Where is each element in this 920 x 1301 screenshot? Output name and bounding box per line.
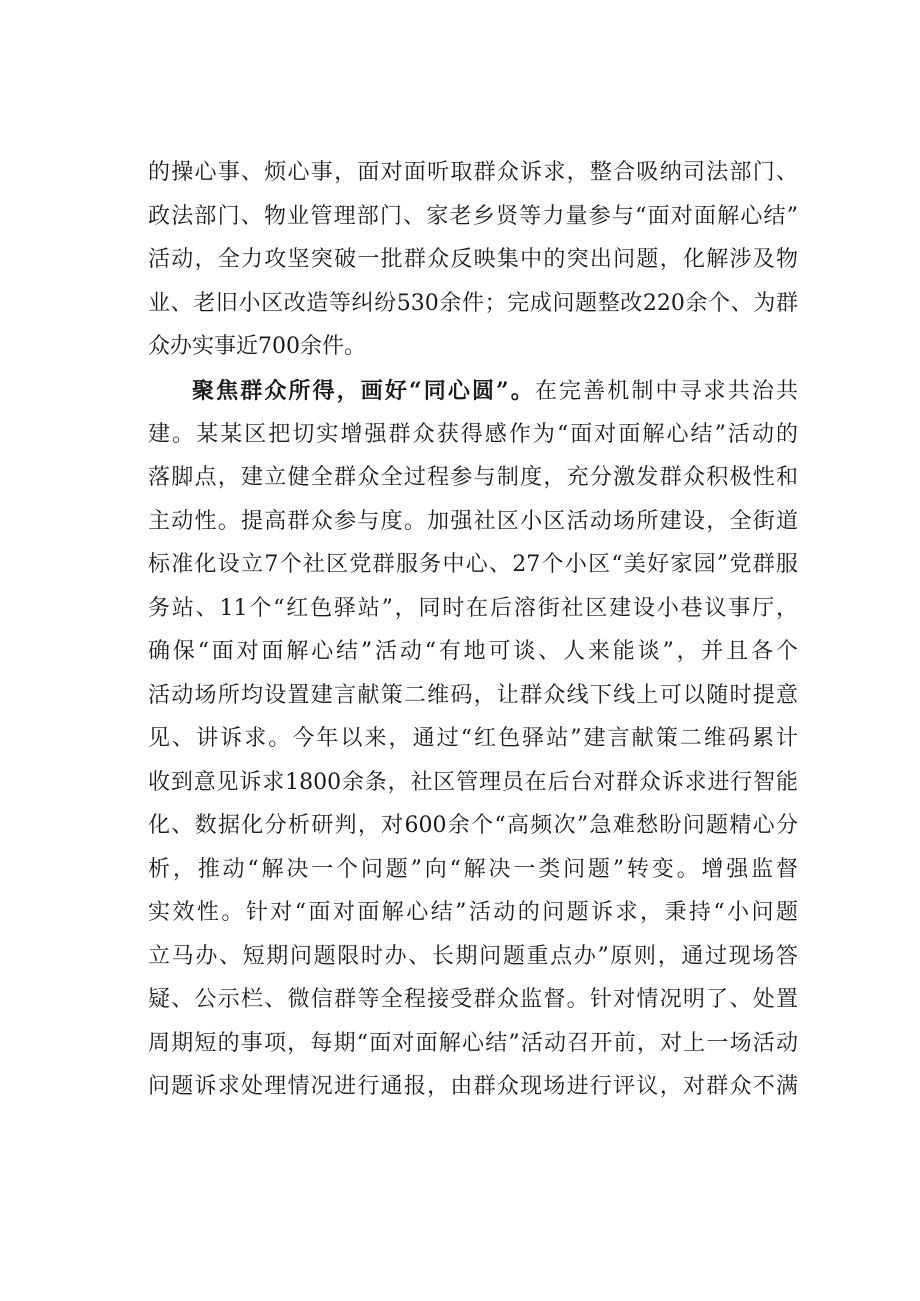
paragraph-2-line: 立马办、短期问题限时办、长期问题重点办”原则，通过现场答 xyxy=(148,943,798,969)
paragraph-2-line: 标准化设立7个社区党群服务中心、27个小区“美好家园”党群服 xyxy=(148,552,798,577)
paragraph-2-line: 建。某某区把切实增强群众获得感作为“面对面解心结”活动的 xyxy=(148,421,798,447)
paragraph-1-line: 的操心事、烦心事，面对面听取群众诉求，整合吸纳司法部门、 xyxy=(148,160,798,185)
paragraph-2-line: 见、讲诉求。今年以来，通过“红色驿站”建言献策二维码累计 xyxy=(148,726,798,751)
paragraph-1-line: 业、老旧小区改造等纠纷530余件；完成问题整改220余个、为群 xyxy=(148,290,798,316)
paragraph-2-line: 主动性。提高群众参与度。加强社区小区活动场所建设，全街道 xyxy=(148,508,798,534)
paragraph-2-line: 化、数据化分析研判，对600余个“高频次”急难愁盼问题精心分 xyxy=(148,813,798,838)
section-heading: 聚焦群众所得，画好“同心圆”。 xyxy=(192,378,535,404)
paragraph-2-line: 周期短的事项，每期“面对面解心结”活动召开前，对上一场活动 xyxy=(148,1030,798,1056)
paragraph-2-first-line-text: 在完善机制中寻求共治共 xyxy=(534,379,798,404)
paragraph-2-line: 问题诉求处理情况进行通报，由群众现场进行评议，对群众不满 xyxy=(148,1074,798,1099)
paragraph-2-line: 务站、11个“红色驿站”，同时在后溶街社区建设小巷议事厅， xyxy=(148,595,798,621)
paragraph-2-line: 疑、公示栏、微信群等全程接受群众监督。针对情况明了、处置 xyxy=(148,987,798,1012)
paragraph-2-line: 确保“面对面解心结”活动“有地可谈、人来能谈”，并且各个 xyxy=(148,639,798,664)
paragraph-1-line: 活动，全力攻坚突破一批群众反映集中的突出问题，化解涉及物 xyxy=(148,247,798,272)
paragraph-2-line: 实效性。针对“面对面解心结”活动的问题诉求，秉持“小问题 xyxy=(148,900,798,925)
paragraph-2-line: 析，推动“解决一个问题”向“解决一类问题”转变。增强监督 xyxy=(148,856,798,882)
paragraph-1-line: 众办实事近700余件。 xyxy=(148,334,366,359)
paragraph-2-line: 收到意见诉求1800余条，社区管理员在后台对群众诉求进行智能 xyxy=(148,769,798,795)
paragraph-2-line: 活动场所均设置建言献策二维码，让群众线下线上可以随时提意 xyxy=(148,682,798,708)
paragraph-2-line: 落脚点，建立健全群众全过程参与制度，充分激发群众积极性和 xyxy=(148,465,798,490)
paragraph-2-first-line xyxy=(192,374,798,408)
paragraph-1-line: 政法部门、物业管理部门、家老乡贤等力量参与“面对面解心结” xyxy=(148,203,798,229)
